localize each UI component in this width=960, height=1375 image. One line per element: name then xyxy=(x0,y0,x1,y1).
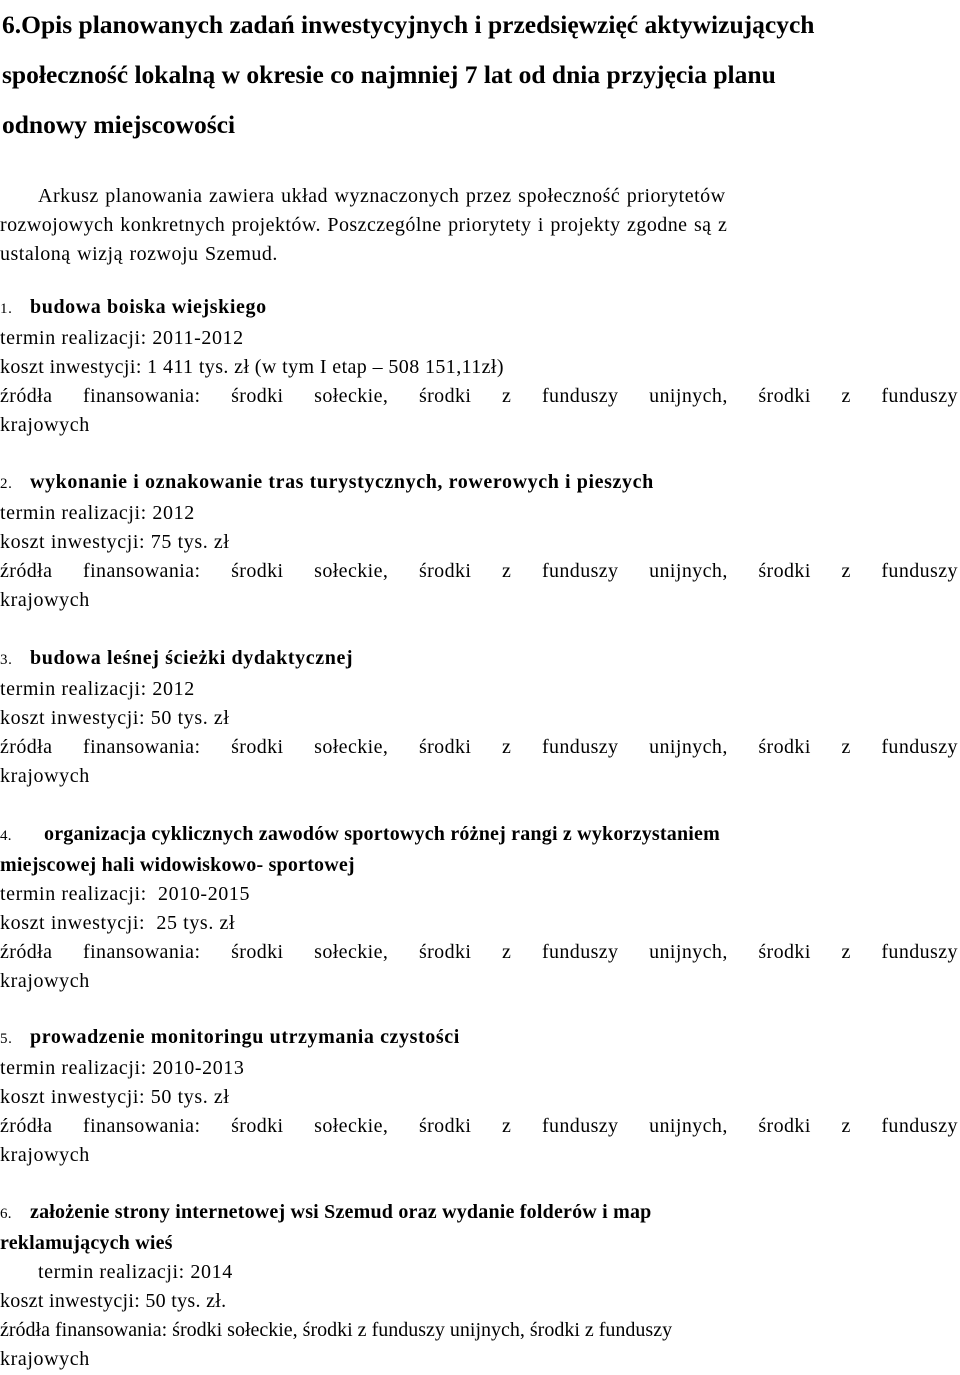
zrodla-word: środki xyxy=(231,1115,284,1137)
zrodla-word: środki xyxy=(231,560,284,582)
item-koszt: koszt inwestycji: 50 tys. zł xyxy=(0,707,230,729)
zrodla-word: środki xyxy=(418,385,472,407)
heading-line: 6.Opis planowanych zadań inwestycyjnych i przedsięwzięć aktywizujących xyxy=(2,10,815,39)
project-item xyxy=(0,644,958,791)
zrodla-word: sołeckie, xyxy=(314,385,389,407)
item-zrodla xyxy=(0,1112,958,1141)
item-termin: termin realizacji: 2010-2013 xyxy=(0,1057,245,1079)
zrodla-word: środki xyxy=(758,560,811,582)
zrodla-word: źródła xyxy=(0,560,53,582)
zrodla-word: unijnych, xyxy=(649,736,728,758)
item-number: 3. xyxy=(0,652,13,668)
item-title: prowadzenie monitoringu utrzymania czystości xyxy=(30,1026,460,1048)
zrodla-word: sołeckie, xyxy=(314,941,389,963)
item-koszt: koszt inwestycji: 1 411 tys. zł (w tym I etap – 508 151,11zł) xyxy=(0,356,504,378)
item-zrodla xyxy=(0,382,958,411)
zrodla-word: środki xyxy=(231,736,284,758)
item-title: wykonanie i oznakowanie tras turystycznych, rowerowych i pieszych xyxy=(30,471,654,493)
item-number: 4. xyxy=(0,828,12,844)
zrodla-word: źródła xyxy=(0,736,53,758)
intro-paragraph xyxy=(0,182,958,269)
zrodla-word: środki xyxy=(758,385,811,407)
zrodla-word: źródła xyxy=(0,941,53,963)
zrodla-word: z xyxy=(841,385,851,407)
item-termin: termin realizacji: 2014 xyxy=(38,1261,233,1283)
item-title: organizacja cyklicznych zawodów sportowych różnej rangi z wykorzystaniem xyxy=(44,823,720,845)
intro-line: rozwojowych konkretnych projektów. Poszczególne priorytety i projekty zgodne są z xyxy=(0,214,728,236)
zrodla-word: środki xyxy=(418,560,472,582)
item-zrodla-end: krajowych xyxy=(0,1348,90,1370)
zrodla-word: unijnych, xyxy=(649,1115,728,1137)
zrodla-word: finansowania: xyxy=(83,1115,201,1137)
zrodla-word: z xyxy=(841,736,851,758)
item-title: budowa boiska wiejskiego xyxy=(30,296,267,318)
zrodla-word: funduszy xyxy=(881,941,958,963)
zrodla-word: funduszy xyxy=(541,736,619,758)
zrodla-word: środki xyxy=(418,736,472,758)
zrodla-word: środki xyxy=(758,1115,811,1137)
zrodla-word: z xyxy=(841,941,851,963)
item-termin: termin realizacji: 2010-2015 xyxy=(0,883,251,905)
zrodla-word: środki xyxy=(231,385,284,407)
item-number: 6. xyxy=(0,1206,12,1222)
item-zrodla xyxy=(0,938,958,967)
zrodla-word: z xyxy=(502,736,512,758)
item-termin: termin realizacji: 2012 xyxy=(0,678,195,700)
item-number: 5. xyxy=(0,1031,13,1047)
section-heading xyxy=(2,0,952,150)
item-koszt: koszt inwestycji: 75 tys. zł xyxy=(0,531,230,553)
item-number: 1. xyxy=(0,301,13,317)
heading-line: odnowy miejscowości xyxy=(2,110,236,139)
item-zrodla-end: krajowych xyxy=(0,414,90,436)
zrodla-word: finansowania: xyxy=(83,736,201,758)
zrodla-word: z xyxy=(841,560,851,582)
item-zrodla-end: krajowych xyxy=(0,589,90,611)
item-title-continued: reklamujących wieś xyxy=(0,1232,173,1254)
zrodla-word: sołeckie, xyxy=(314,1115,389,1137)
item-koszt: koszt inwestycji: 25 tys. zł xyxy=(0,912,236,934)
intro-line: ustaloną wizją rozwoju Szemud. xyxy=(0,243,278,265)
zrodla-word: środki xyxy=(418,1115,472,1137)
item-koszt: koszt inwestycji: 50 tys. zł. xyxy=(0,1290,227,1312)
zrodla-word: funduszy xyxy=(881,736,958,758)
zrodla-word: źródła xyxy=(0,1115,53,1137)
project-item xyxy=(0,1023,958,1170)
zrodla-word: finansowania: xyxy=(83,941,201,963)
item-number: 2. xyxy=(0,476,13,492)
item-zrodla: źródła finansowania: środki sołeckie, środki z funduszy unijnych, środki z funduszy xyxy=(0,1319,673,1341)
item-zrodla-end: krajowych xyxy=(0,970,90,992)
zrodla-word: funduszy xyxy=(541,1115,619,1137)
zrodla-word: funduszy xyxy=(881,385,958,407)
zrodla-word: finansowania: xyxy=(83,385,201,407)
intro-line: Arkusz planowania zawiera układ wyznaczonych przez społeczność priorytetów xyxy=(38,185,726,207)
project-item xyxy=(0,1198,958,1374)
item-zrodla xyxy=(0,557,958,586)
zrodla-word: sołeckie, xyxy=(314,736,389,758)
zrodla-word: funduszy xyxy=(881,560,958,582)
zrodla-word: z xyxy=(502,560,512,582)
item-zrodla-end: krajowych xyxy=(0,1144,90,1166)
item-zrodla xyxy=(0,733,958,762)
item-title: budowa leśnej ścieżki dydaktycznej xyxy=(30,647,354,669)
project-item xyxy=(0,820,958,996)
zrodla-word: z xyxy=(502,1115,512,1137)
zrodla-word: z xyxy=(502,385,512,407)
item-termin: termin realizacji: 2012 xyxy=(0,502,195,524)
zrodla-word: środki xyxy=(418,941,472,963)
project-item xyxy=(0,293,958,440)
zrodla-word: sołeckie, xyxy=(314,560,389,582)
zrodla-word: finansowania: xyxy=(83,560,201,582)
project-item xyxy=(0,468,958,615)
zrodla-word: środki xyxy=(758,736,811,758)
zrodla-word: unijnych, xyxy=(649,560,728,582)
zrodla-word: środki xyxy=(231,941,284,963)
item-title: założenie strony internetowej wsi Szemud oraz wydanie folderów i map xyxy=(30,1201,652,1223)
heading-line: społeczność lokalną w okresie co najmniej 7 lat od dnia przyjęcia planu xyxy=(2,60,776,89)
zrodla-word: funduszy xyxy=(881,1115,958,1137)
zrodla-word: z xyxy=(841,1115,851,1137)
zrodla-word: z xyxy=(502,941,512,963)
zrodla-word: unijnych, xyxy=(649,941,728,963)
zrodla-word: środki xyxy=(758,941,811,963)
item-zrodla-end: krajowych xyxy=(0,765,90,787)
item-termin: termin realizacji: 2011-2012 xyxy=(0,327,244,349)
item-title-continued: miejscowej hali widowiskowo- sportowej xyxy=(0,854,355,876)
zrodla-word: funduszy xyxy=(541,941,619,963)
zrodla-word: unijnych, xyxy=(649,385,728,407)
zrodla-word: funduszy xyxy=(541,385,619,407)
zrodla-word: źródła xyxy=(0,385,53,407)
zrodla-word: funduszy xyxy=(541,560,619,582)
item-koszt: koszt inwestycji: 50 tys. zł xyxy=(0,1086,230,1108)
